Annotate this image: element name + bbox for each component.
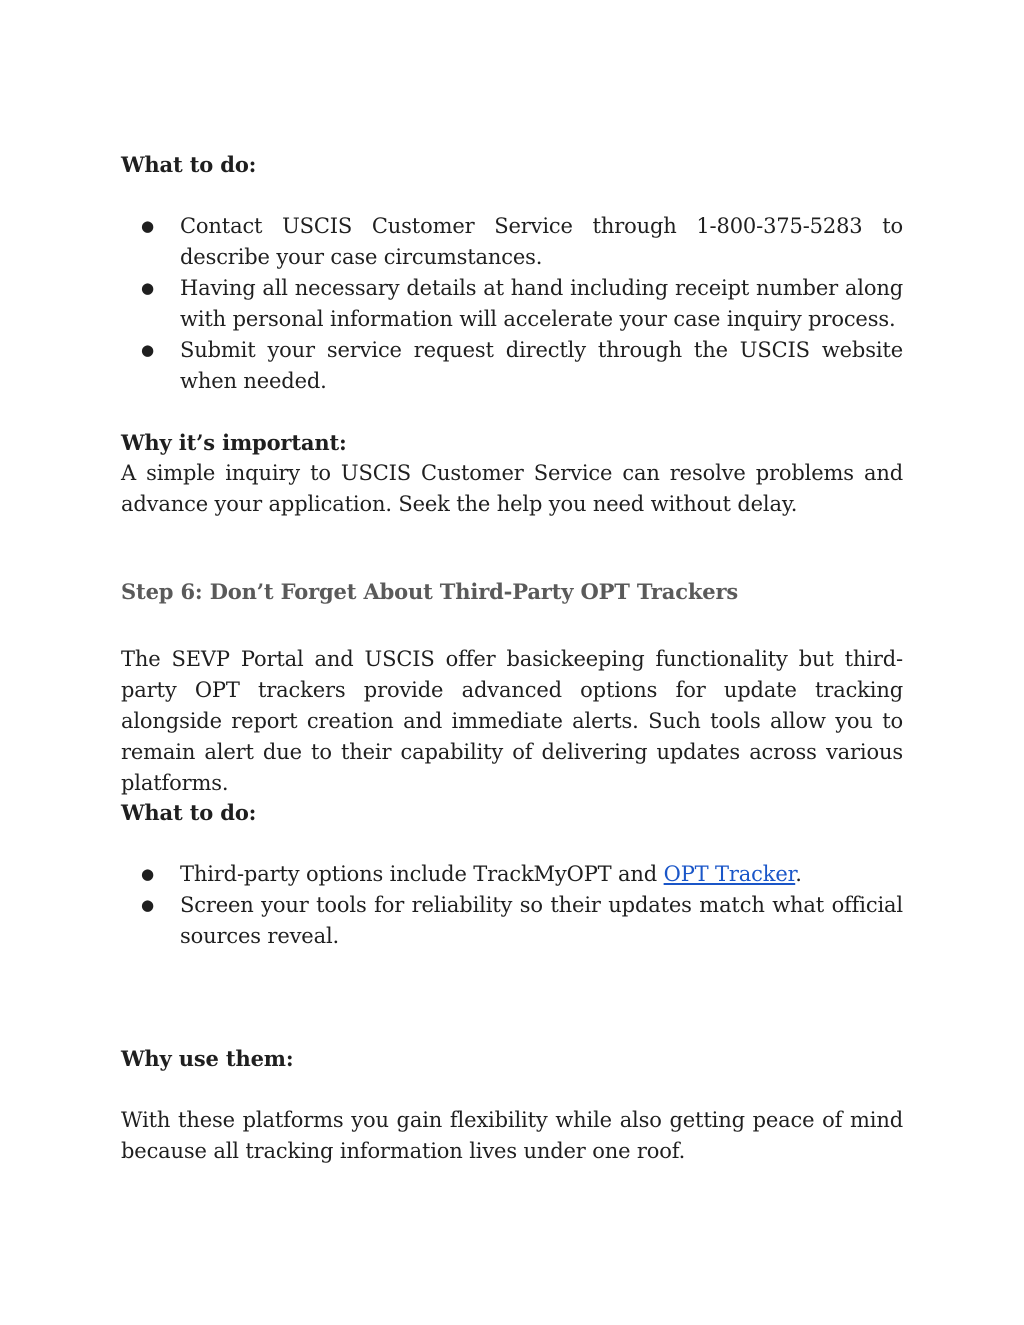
list-item <box>121 859 903 890</box>
list-item-text-suffix: . <box>795 862 802 886</box>
bullet-icon: ● <box>141 279 154 297</box>
step-6-paragraph: The SEVP Portal and USCIS offer basickeeping functionality but third-party OPT trackers provide advanced options for update tracking alongside report creation and immediate alerts. Such tools allow you to remain alert due to their capability of delivering updates across various platforms. <box>121 647 903 795</box>
bullet-icon: ● <box>141 896 154 914</box>
list-item <box>121 890 903 952</box>
bullet-icon: ● <box>141 217 154 235</box>
bullet-icon: ● <box>141 341 154 359</box>
list-item-text-prefix: Third-party options include TrackMyOPT and <box>180 862 664 886</box>
list-item <box>121 335 903 397</box>
list-item <box>121 211 903 273</box>
why-important-heading: Why it’s important: <box>121 430 347 455</box>
list-item-text: Submit your service request directly through the USCIS website when needed. <box>180 338 903 393</box>
bullet-icon: ● <box>141 865 154 883</box>
what-to-do-list <box>121 211 903 397</box>
trackers-list <box>121 859 903 952</box>
why-important-paragraph: A simple inquiry to USCIS Customer Service can resolve problems and advance your application. Seek the help you need without delay. <box>121 461 903 516</box>
what-to-do-heading-2: What to do: <box>121 800 257 825</box>
step-6-heading: Step 6: Don’t Forget About Third-Party OPT Trackers <box>121 579 739 604</box>
opt-tracker-link[interactable]: OPT Tracker <box>663 862 796 886</box>
list-item-text: Having all necessary details at hand including receipt number along with personal information will accelerate your case inquiry process. <box>180 276 903 331</box>
why-use-them-heading: Why use them: <box>121 1046 294 1071</box>
list-item <box>121 273 903 335</box>
list-item-text: Contact USCIS Customer Service through 1-800-375-5283 to describe your case circumstances. <box>180 214 903 269</box>
what-to-do-heading: What to do: <box>121 152 257 177</box>
why-use-them-paragraph: With these platforms you gain flexibility while also getting peace of mind because all tracking information lives under one roof. <box>121 1108 903 1163</box>
list-item-text: Screen your tools for reliability so their updates match what official sources reveal. <box>180 893 903 948</box>
